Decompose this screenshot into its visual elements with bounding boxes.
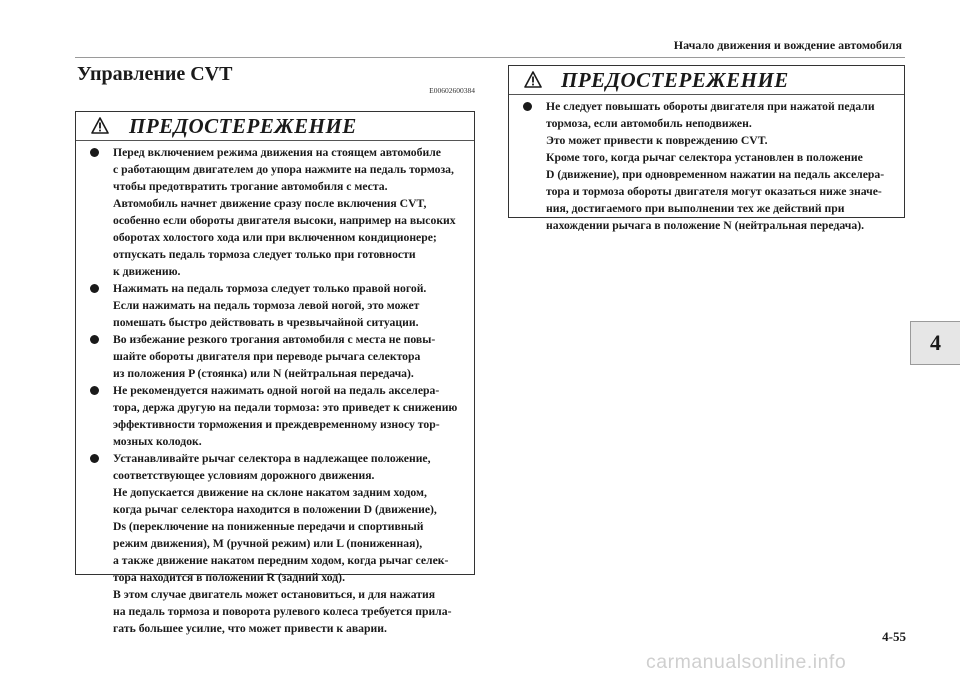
warning-text-line: ния, достигаемого при выполнении тех же действий при [546, 202, 845, 215]
warning-text-line: В этом случае двигатель может остановиться, и для нажатия [113, 588, 436, 601]
warning-text-line: отпускать педаль тормоза следует только при готовности [113, 248, 416, 261]
section-title: Управление CVT [77, 63, 233, 85]
warning-text-line: тора, держа другую на педали тормоза: это приведет к снижению [113, 401, 458, 414]
warning-item [83, 450, 468, 637]
warning-body [76, 141, 474, 637]
warning-triangle-icon [91, 117, 109, 134]
warning-text-line: Во избежание резкого трогания автомобиля с места не повы- [113, 333, 436, 346]
warning-text-line: Не следует повышать обороты двигателя при нажатой педали [546, 100, 875, 113]
warning-text-line: на педаль тормоза и поворота рулевого колеса требуется прила- [113, 605, 452, 618]
section-code: E00602600384 [429, 86, 475, 95]
warning-item [83, 280, 468, 331]
warning-text-line: гать большее усилие, что может привести к аварии. [113, 622, 387, 635]
warning-text-line: когда рычаг селектора находится в положении D (движение), [113, 503, 437, 516]
warning-text-line: из положения P (стоянка) или N (нейтральная передача). [113, 367, 414, 380]
warning-text-line: Устанавливайте рычаг селектора в надлежащее положение, [113, 452, 431, 465]
warning-box-left [75, 111, 475, 635]
warning-text-line: Перед включением режима движения на стоящем автомобиле [113, 146, 441, 159]
running-header: Начало движения и вождение автомобиля [673, 38, 902, 52]
bullet-icon [90, 284, 99, 293]
watermark-text: carmanualsonline.info [646, 651, 847, 673]
warning-body [509, 95, 904, 234]
warning-text-line: режим движения), M (ручной режим) или L (пониженная), [113, 537, 423, 550]
warning-text-line: оборотах холостого хода или при включенном кондиционере; [113, 231, 437, 244]
warning-text-line: тора находится в положении R (задний ход). [113, 571, 346, 584]
warning-text-line: Нажимать на педаль тормоза следует только правой ногой. [113, 282, 427, 295]
warning-text-line: нахождении рычага в положение N (нейтральная передача). [546, 219, 865, 232]
warning-item [83, 382, 468, 450]
warning-text-line: эффективности торможения и преждевременному износу тор- [113, 418, 440, 431]
warning-text-line: чтобы предотвратить трогание автомобиля с места. [113, 180, 388, 193]
warning-header [76, 112, 474, 141]
bullet-icon [90, 148, 99, 157]
warning-text-line: особенно если обороты двигателя высоки, например на высоких [113, 214, 456, 227]
warning-title: ПРЕДОСТЕРЕЖЕНИЕ [129, 114, 357, 138]
warning-text-line: Не допускается движение на склоне накатом задним ходом, [113, 486, 427, 499]
warning-text-line: Если нажимать на педаль тормоза левой ногой, это может [113, 299, 420, 312]
warning-text-line: к движению. [113, 265, 181, 278]
chapter-tab[interactable]: 4 [910, 321, 960, 365]
warning-box-right [508, 65, 905, 232]
header-divider [75, 57, 905, 58]
warning-header [509, 66, 904, 95]
warning-text-line: Не рекомендуется нажимать одной ногой на педаль акселера- [113, 384, 440, 397]
warning-text-line: тора и тормоза обороты двигателя могут оказаться ниже значе- [546, 185, 882, 198]
warning-text-line: Это может привести к повреждению CVT. [546, 134, 768, 147]
warning-text-line: тормоза, если автомобиль неподвижен. [546, 117, 752, 130]
warning-text-line: Ds (переключение на пониженные передачи и спортивный [113, 520, 424, 533]
warning-item [83, 331, 468, 382]
warning-text-line: помешать быстро действовать в чрезвычайной ситуации. [113, 316, 419, 329]
bullet-icon [90, 335, 99, 344]
page-number: 4-55 [882, 629, 906, 644]
warning-item [516, 98, 898, 234]
warning-text-line: с работающим двигателем до упора нажмите на педаль тормоза, [113, 163, 454, 176]
warning-text-line: а также движение накатом передним ходом, когда рычаг селек- [113, 554, 449, 567]
warning-text-line: шайте обороты двигателя при переводе рычага селектора [113, 350, 421, 363]
warning-triangle-icon [524, 71, 542, 88]
warning-title: ПРЕДОСТЕРЕЖЕНИЕ [561, 68, 789, 92]
warning-text-line: Автомобиль начнет движение сразу после включения CVT, [113, 197, 427, 210]
bullet-icon [90, 386, 99, 395]
bullet-icon [90, 454, 99, 463]
warning-item [83, 144, 468, 280]
warning-text-line: Кроме того, когда рычаг селектора установлен в положение [546, 151, 863, 164]
warning-text-line: D (движение), при одновременном нажатии на педаль акселера- [546, 168, 885, 181]
warning-text-line: мозных колодок. [113, 435, 202, 448]
bullet-icon [523, 102, 532, 111]
warning-text-line: соответствующее условиям дорожного движения. [113, 469, 375, 482]
